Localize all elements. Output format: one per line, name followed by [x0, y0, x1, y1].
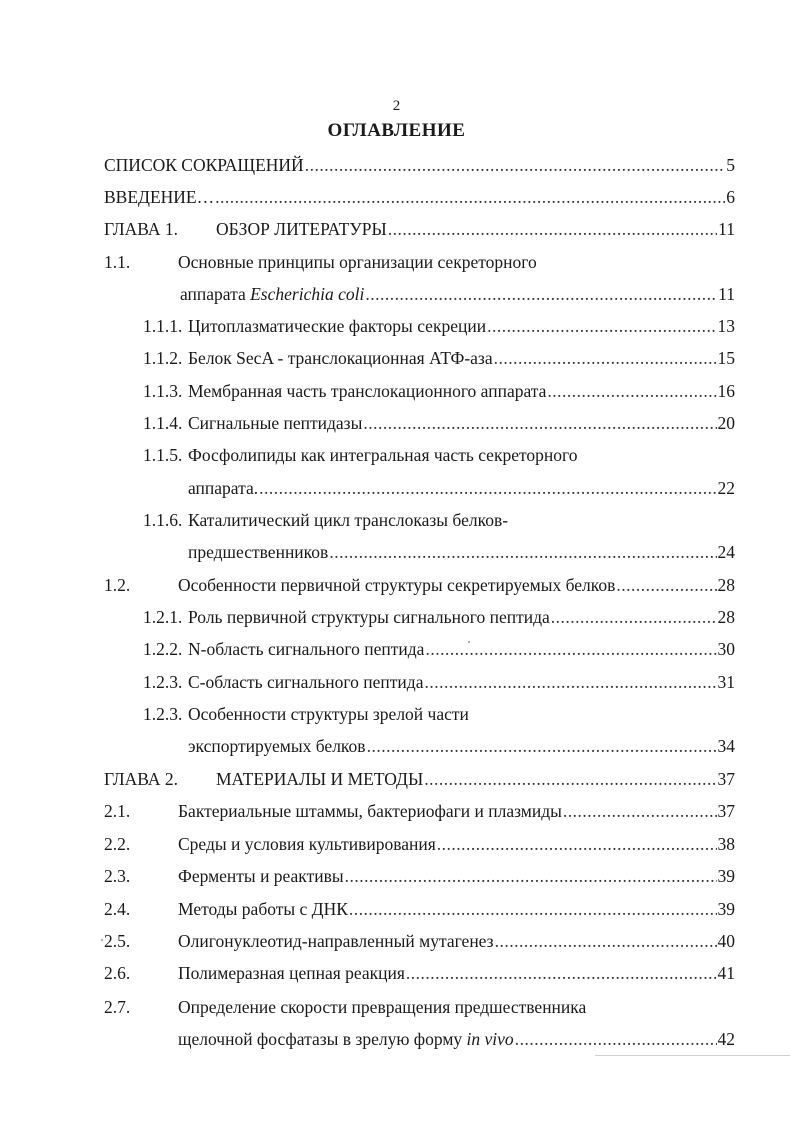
- toc-entry-number: ГЛАВА 2.: [104, 769, 179, 789]
- toc-entry-section-1-1-1[interactable]: [143, 313, 735, 339]
- toc-entry-section-2-6[interactable]: [104, 960, 735, 986]
- toc-entry-title: N-область сигнального пептида: [188, 639, 425, 659]
- toc-entry-number: 1.2.: [104, 575, 131, 595]
- toc-entry-number: 1.1.2.: [143, 348, 183, 368]
- toc-entry-number: 1.1.4.: [143, 413, 183, 433]
- toc-leader-dots: [515, 1026, 717, 1052]
- toc-entry-title: МАТЕРИАЛЫ И МЕТОДЫ: [216, 769, 424, 789]
- toc-entry-page: 42: [717, 1029, 735, 1049]
- toc-leader-dots: [345, 863, 717, 889]
- toc-entry-section-2-3[interactable]: [104, 863, 735, 889]
- toc-leader-dots: [349, 896, 717, 922]
- toc-entry-title: Полимеразная цепная реакция: [178, 963, 405, 983]
- toc-entry-section-1-1-4[interactable]: [143, 410, 735, 436]
- toc-leader-dots: [363, 410, 716, 436]
- toc-entry-section-1-1-cont[interactable]: [180, 281, 735, 307]
- toc-entry-title-text: аппарата: [180, 284, 246, 304]
- toc-entry-title: Бактериальные штаммы, бактериофаги и плазмиды: [178, 801, 562, 821]
- toc-entry-title-text: щелочной фосфатазы в зрелую форму: [178, 1029, 463, 1049]
- scan-speck: [468, 641, 470, 643]
- toc-entry-number: 2.2.: [104, 834, 131, 854]
- toc-leader-dots: [329, 539, 716, 565]
- toc-leader-dots: [563, 798, 717, 824]
- toc-entry-title: аппарата.: [188, 478, 259, 498]
- toc-entry-section-1-2-3[interactable]: [143, 669, 735, 695]
- toc-entry-page: 34: [717, 736, 735, 756]
- toc-entry-number: 1.1.5.: [143, 445, 183, 465]
- toc-leader-dots: [365, 281, 717, 307]
- toc-entry-title: предшественников: [188, 542, 329, 562]
- toc-entry-title: СПИСОК СОКРАЩЕНИЙ: [104, 155, 304, 175]
- toc-entry-page: 11: [718, 284, 735, 304]
- toc-entry-section-1-1-5-cont[interactable]: [188, 475, 735, 501]
- toc-entry-section-1-1-6-cont[interactable]: [188, 539, 735, 565]
- toc-entry-title: Каталитический цикл транслоказы белков-: [188, 510, 509, 530]
- toc-leader-dots: [424, 669, 716, 695]
- toc-entry-number: ГЛАВА 1.: [104, 219, 179, 239]
- toc-entry-section-1-2-2[interactable]: [143, 636, 735, 662]
- toc-leader-dots: [495, 928, 717, 954]
- toc-entry-section-2-5[interactable]: [104, 928, 735, 954]
- toc-leader-dots: [425, 636, 716, 662]
- toc-entry-title: ВВЕДЕНИЕ…: [104, 187, 215, 207]
- scan-artifact-line: [595, 1055, 790, 1056]
- toc-entry-title: Среды и условия культивирования: [178, 834, 436, 854]
- toc-leader-dots: [406, 960, 717, 986]
- toc-entry-section-1-1-6[interactable]: [143, 507, 735, 533]
- toc-entry-number: 2.5.: [104, 931, 131, 951]
- toc-entry-section-1-1[interactable]: [104, 249, 735, 275]
- toc-entry-page: 28: [717, 607, 735, 627]
- toc-entry-title: Фосфолипиды как интегральная часть секреторного: [188, 445, 578, 465]
- toc-entry-number: 1.1.3.: [143, 381, 183, 401]
- toc-entry-number: 2.4.: [104, 899, 131, 919]
- toc-entry-page: 13: [717, 316, 735, 336]
- toc-entry-title: Основные принципы организации секреторного: [178, 252, 537, 272]
- toc-entry-page: 39: [717, 866, 735, 886]
- toc-entry-page: 20: [717, 413, 735, 433]
- toc-entry-section-2-1[interactable]: [104, 798, 735, 824]
- toc-entry-introduction[interactable]: [104, 184, 735, 210]
- toc-entry-page: 31: [717, 672, 735, 692]
- toc-entry-title: Особенности первичной структуры секретируемых белков: [178, 575, 616, 595]
- toc-leader-dots: [424, 766, 716, 792]
- toc-entry-title: Олигонуклеотид-направленный мутагенез: [178, 931, 494, 951]
- toc-entry-page: 37: [717, 801, 735, 821]
- toc-leader-dots: [367, 733, 717, 759]
- toc-entry-chapter-2[interactable]: [104, 766, 735, 792]
- toc-entry-title: [180, 281, 364, 307]
- toc-entry-page: 5: [726, 155, 735, 175]
- toc-entry-chapter-1[interactable]: [104, 216, 735, 242]
- page-title: ОГЛАВЛЕНИЕ: [327, 120, 466, 141]
- toc-entry-abbreviations[interactable]: [104, 152, 735, 178]
- toc-leader-dots: [215, 184, 725, 210]
- toc-entry-page: 41: [717, 963, 735, 983]
- toc-entry-number: 1.2.1.: [143, 607, 183, 627]
- toc-entry-title-italic: in vivo: [466, 1029, 514, 1049]
- toc-entry-number: 2.7.: [104, 997, 131, 1017]
- toc-entry-page: 15: [717, 348, 735, 368]
- toc-leader-dots: [494, 345, 717, 371]
- toc-entry-number: 2.6.: [104, 963, 131, 983]
- toc-entry-number: 1.1.6.: [143, 510, 183, 530]
- toc-leader-dots: [388, 216, 717, 242]
- toc-entry-section-2-4[interactable]: [104, 896, 735, 922]
- toc-entry-section-1-2-3b-cont[interactable]: [188, 733, 735, 759]
- toc-entry-page: 24: [717, 542, 735, 562]
- toc-entry-section-1-2[interactable]: [104, 572, 735, 598]
- toc-entry-section-1-2-1[interactable]: [143, 604, 735, 630]
- toc-leader-dots: [616, 572, 716, 598]
- toc-entry-title: Мембранная часть транслокационного аппарата: [188, 381, 547, 401]
- toc-entry-section-1-2-3b[interactable]: [143, 701, 735, 727]
- toc-entry-section-1-1-3[interactable]: [143, 378, 735, 404]
- toc-entry-page: 28: [717, 575, 735, 595]
- toc-entry-number: 1.1.: [104, 252, 131, 272]
- toc-leader-dots: [437, 831, 717, 857]
- toc-entry-title: С-область сигнального пептида: [188, 672, 424, 692]
- toc-entry-title: [178, 1026, 514, 1052]
- toc-leader-dots: [305, 152, 726, 178]
- toc-entry-number: 2.1.: [104, 801, 131, 821]
- toc-entry-section-2-7-cont[interactable]: [178, 1026, 735, 1052]
- toc-entry-title: Белок SecA - транслокационная АТФ-аза: [188, 348, 493, 368]
- toc-entry-page: 11: [718, 219, 735, 239]
- toc-entry-number: 1.2.2.: [143, 639, 183, 659]
- toc-entry-page: 37: [717, 769, 735, 789]
- toc-entry-page: 40: [717, 931, 735, 951]
- toc-entry-number: 2.3.: [104, 866, 131, 886]
- toc-entry-page: 22: [717, 478, 735, 498]
- scan-speck: [101, 939, 103, 941]
- toc-entry-page: 6: [726, 187, 735, 207]
- toc-leader-dots: [551, 604, 717, 630]
- toc-entry-number: 1.2.3.: [143, 704, 183, 724]
- toc-entry-section-1-1-2[interactable]: [143, 345, 735, 371]
- toc-leader-dots: [487, 313, 716, 339]
- toc-entry-title: Особенности структуры зрелой части: [188, 704, 469, 724]
- toc-entry-page: 16: [717, 381, 735, 401]
- toc-leader-dots: [259, 475, 716, 501]
- toc-entry-title: Ферменты и реактивы: [178, 866, 344, 886]
- toc-entry-section-1-1-5[interactable]: [143, 442, 735, 468]
- toc-entry-title: Цитоплазматические факторы секреции: [188, 316, 487, 336]
- toc-entry-title-italic: Escherichia coli: [250, 284, 365, 304]
- page-number: 2: [392, 98, 401, 114]
- toc-entry-number: 1.1.1.: [143, 316, 183, 336]
- toc-entry-page: 39: [717, 899, 735, 919]
- toc-leader-dots: [547, 378, 716, 404]
- toc-entry-section-2-7[interactable]: [104, 994, 735, 1020]
- toc-entry-title: Роль первичной структуры сигнального пептида: [188, 607, 550, 627]
- toc-entry-title: ОБЗОР ЛИТЕРАТУРЫ: [216, 219, 387, 239]
- toc-entry-section-2-2[interactable]: [104, 831, 735, 857]
- toc-entry-number: 1.2.3.: [143, 672, 183, 692]
- toc-entry-title: экспортируемых белков: [188, 736, 366, 756]
- toc-entry-page: 30: [717, 639, 735, 659]
- toc-entry-title: Определение скорости превращения предшественника: [178, 997, 587, 1017]
- toc-entry-title: Методы работы с ДНК: [178, 899, 348, 919]
- toc-entry-title: Сигнальные пептидазы: [188, 413, 363, 433]
- toc-entry-page: 38: [717, 834, 735, 854]
